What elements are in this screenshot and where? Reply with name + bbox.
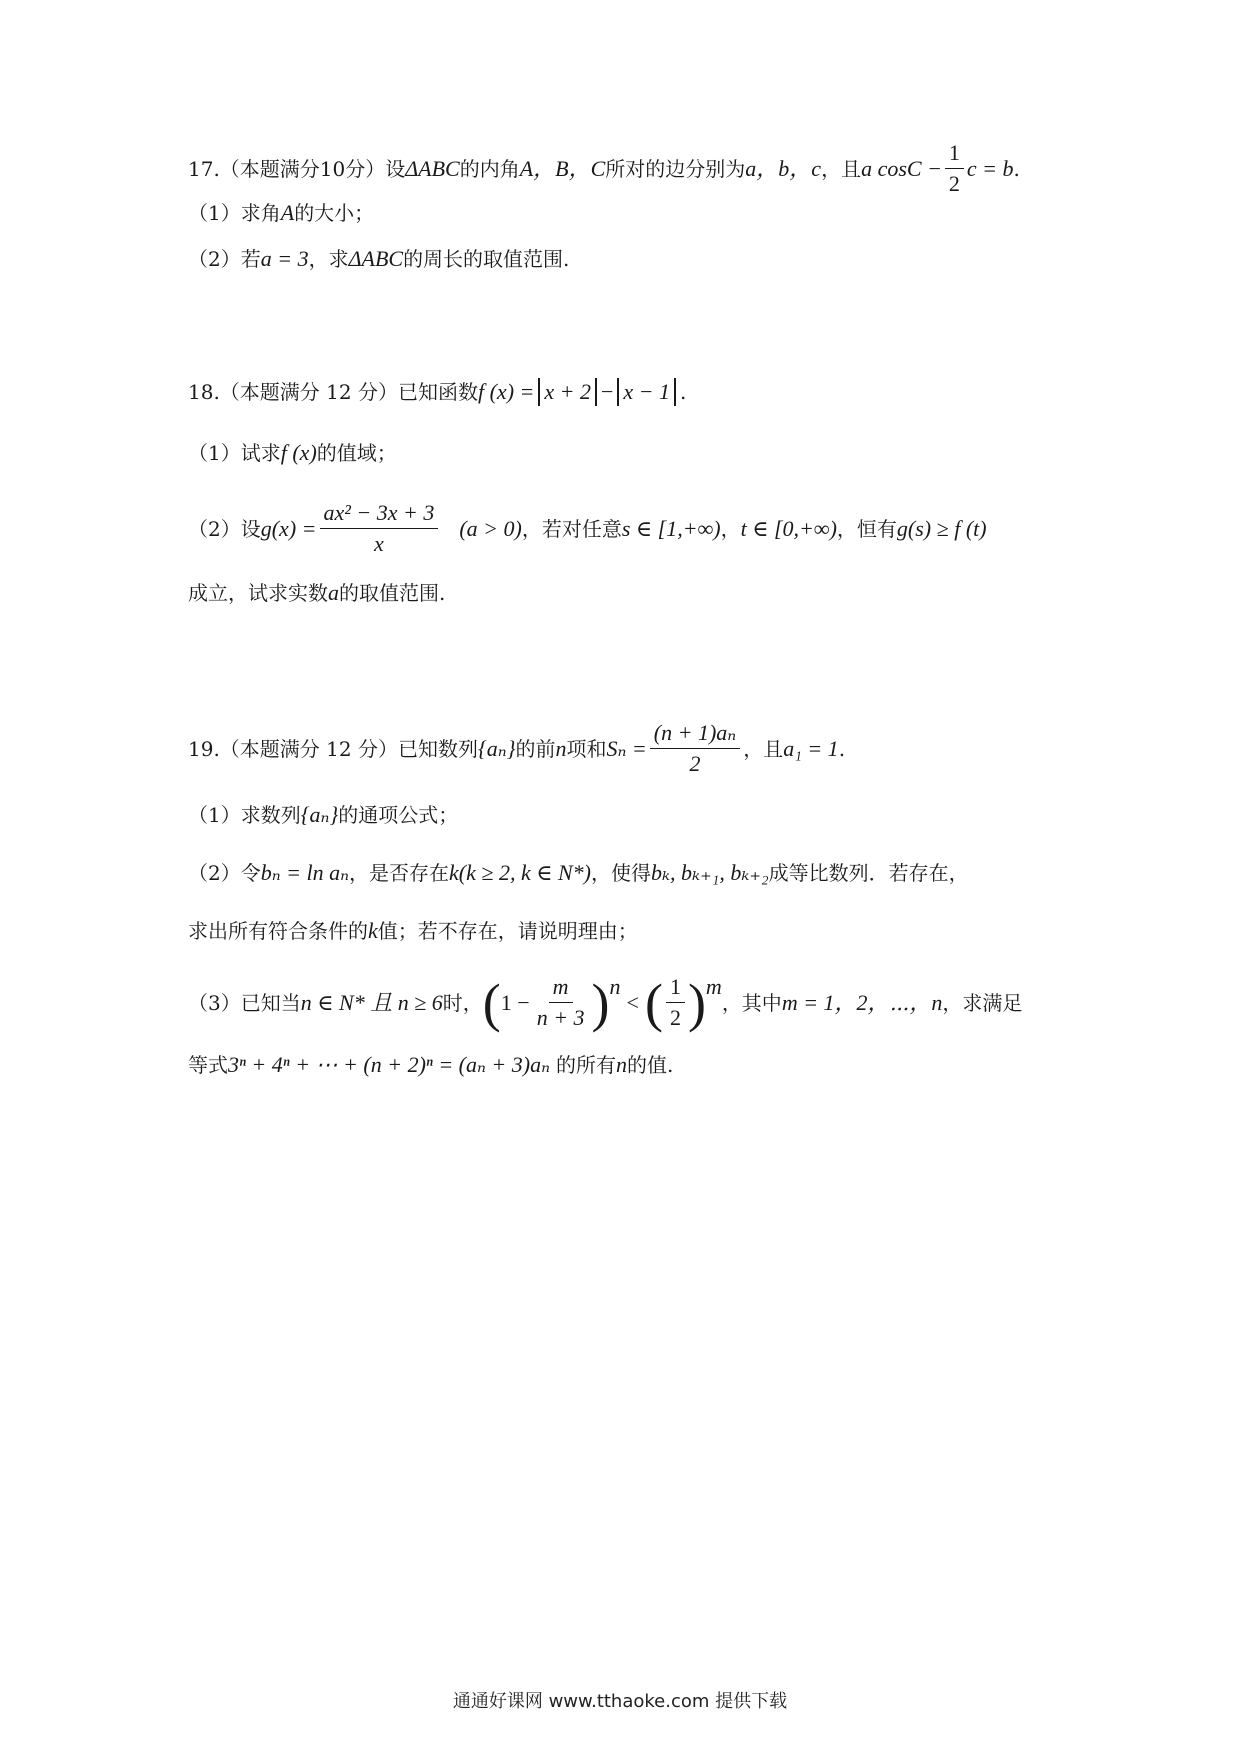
q19-part3-cont: 等式 3ⁿ + 4ⁿ + ⋯ + (n + 2)ⁿ = (aₙ + 3) aₙ 的所有 n 的值. <box>188 1052 674 1078</box>
q17-part1: （1）求角 A 的大小； <box>188 200 375 226</box>
fraction-one-half: $\frac{1}{2}$ <box>945 140 964 198</box>
q18-part1: （1）试求 f (x) 的值域； <box>188 440 397 466</box>
q18-stem: 18.（本题满分 12 分）已知函数 f (x) = x + 2 − x − 1 . <box>188 378 687 404</box>
q17-part2: （2）若 a = 3 ，求 ΔABC 的周长的取值范围. <box>188 246 570 272</box>
q19-part1: （1）求数列 {aₙ} 的通项公式； <box>188 802 459 828</box>
q18-part2-cont: 成立，试求实数 a 的取值范围. <box>188 580 446 606</box>
abs-bar <box>617 378 619 406</box>
paren-open: ( <box>644 972 663 1033</box>
abs-bar <box>674 378 676 406</box>
q17-stem: 17.（本题满分10分）设 ΔABC 的内角 A，B，C 所对的边分别为 a，b，c ，且 a cosC − $\frac{1}{2}$ c = b . <box>188 140 1020 197</box>
abs-bar <box>538 378 540 406</box>
paren-open: ( <box>482 972 501 1033</box>
paren-close: ) <box>687 972 706 1033</box>
fraction-g: $\frac{\text{ax² − 3x + 3}}{x}$ <box>320 500 439 558</box>
q19-part2: （2）令 bₙ = ln aₙ ，是否存在 k(k ≥ 2, k ∈ N*) ，使得 bₖ, bₖ₊₁, bₖ₊₂ 成等比数列．若存在， <box>188 860 969 886</box>
q18-part2: （2）设 g(x) = $\frac{\text{ax² − 3x + 3}}{x}$ (a > 0) ，若对任意 s ∈ [1,+∞) ， t ∈ [0,+∞) ，恒有 g(s) ≥ f (t) <box>188 500 987 557</box>
footer-source: 通通好课网 www.tthaoke.com 提供下载 <box>452 1691 788 1712</box>
fraction-Sn: $\frac{\text{(n + 1)aₙ}}{2}$ <box>650 720 740 778</box>
q19-stem: 19.（本题满分 12 分）已知数列 {aₙ} 的前 n 项和 Sₙ = $\frac{\text{(n + 1)aₙ}}{2}$ ，且 a₁ = 1 . <box>188 720 846 777</box>
q19-part2-cont: 求出所有符合条件的 k 值；若不存在，请说明理由； <box>188 918 638 944</box>
fraction-m-over-n3: $\frac{m}{n + 3}$ <box>536 974 585 1031</box>
q19-part3: （3）已知当 n ∈ N* 且 n ≥ 6 时， ( 1 − $\frac{m}{n + 3}$ ) n < ( $\frac{1}{2}$ ) m ，其中 m = 1，2，⋯，n ，求满足 <box>188 972 1023 1033</box>
abs-bar <box>595 378 597 406</box>
fraction-one-half: $\frac{1}{2}$ <box>666 974 685 1032</box>
paren-close: ) <box>591 972 610 1033</box>
